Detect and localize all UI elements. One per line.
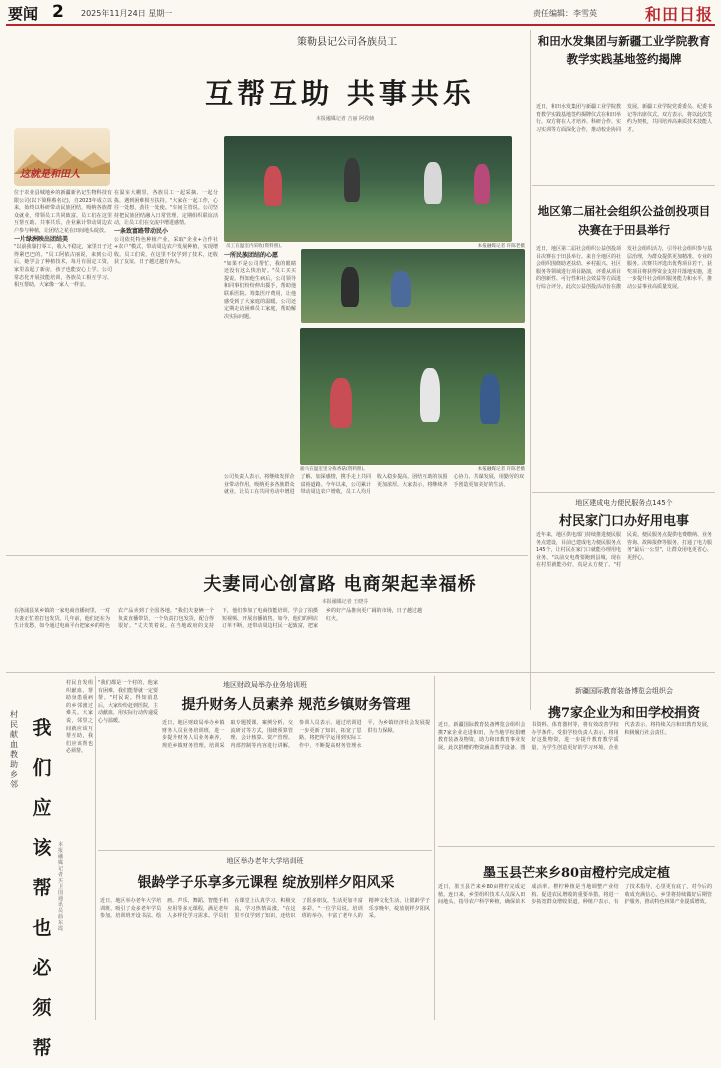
bottom-story1-headline: 提升财务人员素养 规范乡镇财务管理 <box>181 697 411 713</box>
article-body: 近日，新疆国际教育装备博览会组织会携7家企业走进和田，为当地学校捐赠教育装备及物资，助力和田教育事业发展。此次捐赠的物资涵盖教学设备、图书资料、体育器材等，将有效改善学校办学条件。受捐学校负责人表示，将用好这批物资，进一步提升教育教学质量，为学生创造更好的学习环境。企业代表表示，将持续关注和田教育发展，积极履行社会责任。 <box>438 722 712 751</box>
photo-caption: 骏马在温室里分拣香菇(资料照)。 <box>300 467 368 472</box>
bottom-story2-headline: 银龄学子乐享多元课程 绽放别样夕阳风采 <box>137 875 395 891</box>
subhead: 一条致富路带动民小 <box>114 227 169 235</box>
article-body: 近年来，地区供电部门持续推进便民服务点建设，目前已建成电力便民服务点145个，让村民在家门口就能办理用电业务。"以前交电费要跑到县城，现在在村里就能办好，真是太方便了。"村民说。便民服务点提供电费缴纳、业务咨询、故障报修等服务，打通了电力服务"最后一公里"，让群众用电更省心、更舒心。 <box>536 532 713 569</box>
story2-byline: 本报融媒记者 王晓芬 <box>321 599 369 605</box>
page-number: 2 <box>52 2 64 22</box>
row-divider <box>6 555 528 556</box>
photo-credit: 本报融媒记者 许陈老摄 <box>477 467 525 472</box>
story2-headline: 夫妻同心创富路 电商架起幸福桥 <box>203 574 477 595</box>
article-body: 在洛浦县某乡镇的一家电商直播间里，一对夫妻正忙着打包发货。几年前，他们还在为生计发愁，如今通过电商平台把家乡的特色农产品卖到了全国各地。"我们夫妻俩一个负责直播带货，一个负责打包发货，配合得很好。"丈夫笑着说。在当地政府的支持下，他们参加了电商技能培训，学会了拍摄短视频、开展直播销售。如今，他们的网店订单不断，还带动周边村民一起致富，把家乡的好产品推向更广阔的市场，日子越过越红火。 <box>14 608 422 630</box>
newspaper-logo: 和田日报 <box>644 5 713 24</box>
sorting-photo <box>300 328 525 465</box>
article-body: 近日，地区财政局举办乡镇财务人员业务培训班，进一步提升财务人员业务素养，规范乡镇财务管理。培训采取专题授课、案例分析、交流研讨等方式，围绕预算管理、会计核算、资产管理、内部控制等内容进行讲解。参训人员表示，通过培训进一步更新了知识，拓宽了思路，将把所学运用到实际工作中，不断提高财务管理水平，为乡镇经济社会发展提供有力保障。 <box>162 720 430 749</box>
right-story3-headline: 村民家门口办好用电事 <box>558 514 689 529</box>
greenhouse-photo <box>224 136 512 242</box>
right-story4-headline: 携7家企业为和田学校捐资 <box>547 706 701 721</box>
column-divider <box>434 676 435 1020</box>
photo-caption: 员工在温室内采收(资料照)。 <box>226 244 285 249</box>
article-body: 一所民族团结的心愿 "如果不是公司帮忙，我的眼睛还没有这么快治好。"员工买买提说。得知他生病后，公司领导和同事们纷纷伸出援手，帮助他联系医院、筹集医疗费用，让他感受到了大家庭的温暖。公司还定期走访困难员工家庭，帮助解决实际问题。 <box>224 252 296 320</box>
article-body: 在温室大棚里，各族员工一起采摘、一起分拣，遇到困难相互扶持。"大家在一起工作，心往一处想，劲往一处使。"车间主管说。公司坚持把民族团结融入日常管理，定期组织联谊活动，让员工们在交流中增进感情。 一条致富路带动民小 公司依托特色种植产业，采取"企业+合作社+农户"模式，带动周边农户发展种植，实现增收。员工们说，在这里不仅学到了技术，还收获了友谊，日子越过越有奔头。 <box>114 190 218 266</box>
bottom-story1-kicker: 地区财政局举办业务培训班 <box>223 681 307 689</box>
row-divider <box>6 672 715 673</box>
article-body: 公司负责人表示，将继续发挥企业带动作用，吸纳更多各族群众就业，让员工在共同劳动中增进了解、加深感情，携手走上共同富裕道路。今年以来，公司累计带动周边农户增收，员工人均月收入稳步提高，团结互助的氛围更加浓厚。大家表示，将继续齐心协力、共谋发展，用勤劳的双手创造更加美好的生活。 <box>224 474 524 496</box>
right-story2-headline: 地区第二届社会组织公益创投项目决赛在于田县举行 <box>537 204 711 237</box>
column-banner <box>14 128 110 186</box>
page-masthead <box>6 2 715 26</box>
article-body: 近日，和田水发集团与新疆工业学院教育教学实践基地签约揭牌仪式在和田举行。双方将在人才培养、科研合作、实习实训等方面深化合作，推动校企协同发展。新疆工业学院党委委员、纪委书记等出席仪式。双方表示，将以此次签约为契机，共同培养高素质技术技能人才。 <box>536 104 713 133</box>
subhead: 一所民族团结的心愿 <box>224 252 279 259</box>
editor-credit: 责任编辑：李雪英 <box>533 9 597 18</box>
section-name: 要闻 <box>8 5 39 23</box>
right-story4-kicker: 新疆国际教育装备博览会组织会 <box>575 687 673 695</box>
vertical-story-kicker: 村民献血教助乡邻 <box>10 710 18 789</box>
main-story-byline: 本报融媒记者 吉丽 阿孜姨 <box>315 116 375 122</box>
row-divider <box>98 850 432 851</box>
right-story1-headline: 和田水发集团与新疆工业学院教育教学实践基地签约揭牌 <box>537 34 711 66</box>
right-story5-headline: 墨玉县芒来乡80亩橙柠完成定植 <box>482 866 671 881</box>
vertical-story-headline: 我们应该帮也必须帮 <box>32 717 52 1059</box>
main-story-headline: 互帮互助 共事共乐 <box>205 77 475 110</box>
photo-credit: 本报融媒记者 许陈老摄 <box>477 244 525 249</box>
issue-date: 2025年11月24日 星期一 <box>81 9 173 18</box>
article-body: "我们都是一个村的，他家有困难，我们能帮就一定要帮。"村民说。得知消息后，大家纷纷赶到医院，主动献血，用实际行动传递爱心与温暖。 <box>98 680 159 724</box>
subhead: 一片绿洲映出团结美 <box>14 235 69 243</box>
row-divider <box>438 846 715 847</box>
banner-text: 这就是和田人 <box>20 169 80 180</box>
article-body: 近日，墨玉县芒来乡80亩橙柠完成定植。连日来，乡里组织技术人员深入田间地头，指导农户科学种植，确保苗木成活率。橙柠种植是当地调整产业结构、促进农民增收的重要举措，将进一步拓宽群众增收渠道。种植户表示，有了技术指导，心里更有底了，对今后的收成充满信心。乡里将持续做好后期管护服务，推动特色林果产业提质增效。 <box>438 884 712 906</box>
column-divider <box>95 676 96 1020</box>
article-body: 村民自发组织献血，帮助身患重病的乡邻渡过难关。大家说，邻里之间就应该互帮互助，我们应该帮也必须帮。 <box>66 680 93 755</box>
article-body: 近日，地区举办老年大学培训班，吸引了众多老年学员参加。培训班开设书法、绘画、声乐、舞蹈、智能手机应用等多元课程，满足老年人多样化学习需求。学员们在课堂上认真学习、积极交流，学习热情高涨。"在这里不仅学到了知识，还结识了很多朋友，生活更加丰富多彩。"一位学员说。培训班的举办，丰富了老年人的精神文化生活，让银龄学子乐享晚年，绽放别样夕阳风采。 <box>100 898 430 920</box>
column-divider <box>530 30 531 710</box>
main-story-kicker: 策勒县记公司各族员工 <box>297 37 397 48</box>
right-story3-kicker: 地区建成电力便民服务点145个 <box>575 499 673 507</box>
vertical-story-byline: 本报融媒记者 买卫国 通讯员 曲东霞 <box>58 842 64 932</box>
bottom-story2-kicker: 地区举办老年大学培训班 <box>226 857 304 865</box>
workers-photo <box>301 249 525 323</box>
row-divider <box>532 185 715 186</box>
row-divider <box>532 492 715 493</box>
article-body: 近日，地区第二届社会组织公益创投项目决赛在于田县举行。来自全地区的社会组织围绕助老扶幼、乡村振兴、社区服务等领域进行项目路演，评委从项目的创新性、可行性和社会效益等方面进行综合评分。此次公益创投活动旨在激发社会组织活力，引导社会组织参与基层治理，为群众提供更加精准、专业的服务。决赛共评选出优秀项目若干，获奖项目将获得资金支持并落地实施，进一步提升社会组织服务能力和水平，推动公益事业高质量发展。 <box>536 246 713 290</box>
article-body: 位于农业县城地乡的新疆新名记生物科技有限公司(以下简称蔡名记)，自2023年成立以来，始终以科研带动民族团结，吸纳各族群众就业，带领员工共同致富。员工们在这里互帮互助、共事共乐，企业累计带动周边农户参与种植，让团结之花在田间地头绽放。 一片绿洲映出团结美 "以前我靠打零工，收入不稳定，家里日子过得紧巴巴的。"员工阿依古丽说，来到公司后，她学会了种植技术，每月有固定工资，家里盖起了新房，孩子也能安心上学。公司常态化开展技能培训，各族员工相互学习、相互帮助，大家像一家人一样亲。 <box>14 190 112 289</box>
